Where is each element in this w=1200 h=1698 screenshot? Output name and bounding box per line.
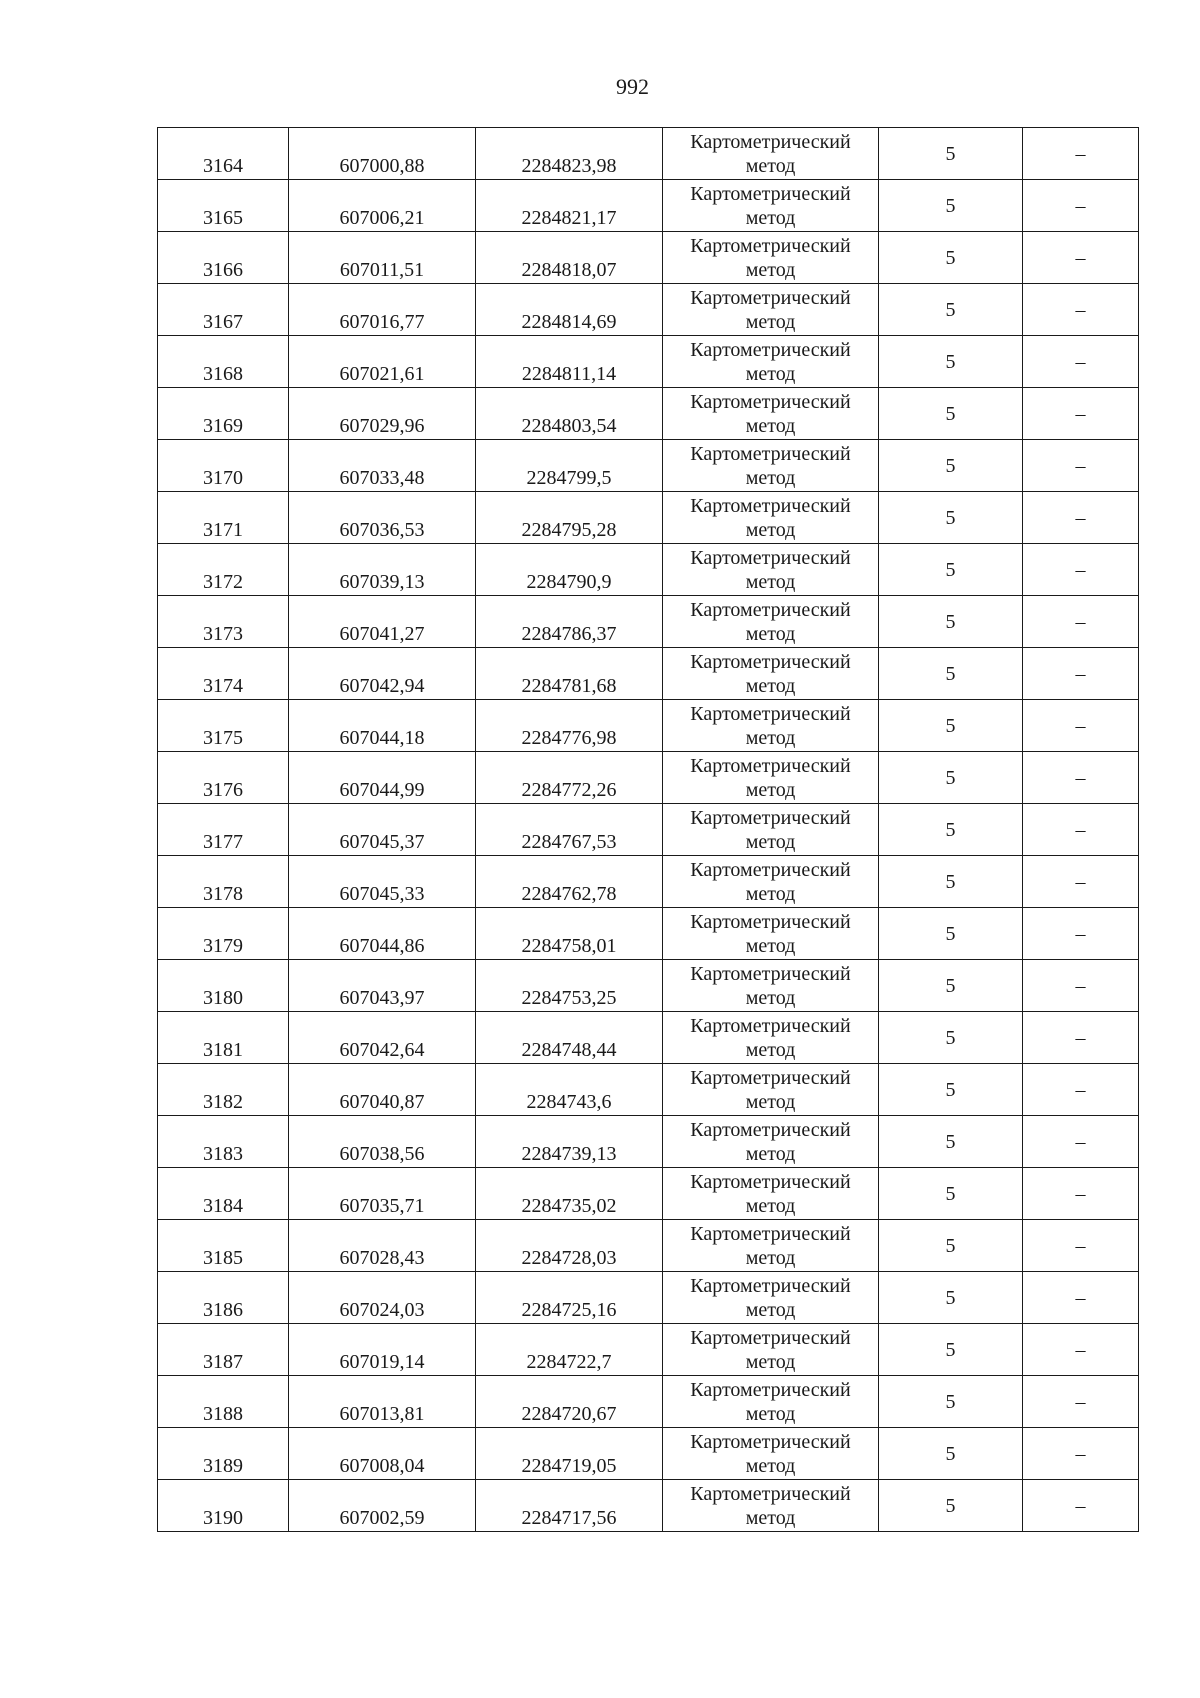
accuracy-cell: 5: [879, 440, 1023, 492]
method-line-1: Картометрический: [690, 1118, 851, 1141]
x-coordinate-cell: 607021,61: [289, 336, 476, 388]
accuracy-cell: 5: [879, 1012, 1023, 1064]
accuracy-cell: 5: [879, 1376, 1023, 1428]
method-cell: [663, 1324, 879, 1376]
accuracy-cell: 5: [879, 544, 1023, 596]
description-cell: –: [1023, 1272, 1139, 1324]
method-line-1: Картометрический: [690, 390, 851, 413]
method-cell: [663, 1428, 879, 1480]
point-number-cell: 3174: [158, 648, 289, 700]
description-cell: –: [1023, 752, 1139, 804]
y-coordinate-cell: 2284823,98: [476, 128, 663, 180]
x-coordinate-cell: 607038,56: [289, 1116, 476, 1168]
table-row: [158, 752, 1139, 804]
point-number-cell: 3166: [158, 232, 289, 284]
x-coordinate-cell: 607042,64: [289, 1012, 476, 1064]
method-line-1: Картометрический: [690, 858, 851, 881]
method-line-2: метод: [745, 882, 796, 905]
table-row: [158, 700, 1139, 752]
method-line-1: Картометрический: [690, 1066, 851, 1089]
x-coordinate-cell: 607042,94: [289, 648, 476, 700]
method-line-1: Картометрический: [690, 442, 851, 465]
description-cell: –: [1023, 180, 1139, 232]
table-row: [158, 492, 1139, 544]
description-cell: –: [1023, 596, 1139, 648]
table-row: [158, 388, 1139, 440]
method-cell: [663, 596, 879, 648]
point-number-cell: 3175: [158, 700, 289, 752]
method-line-2: метод: [745, 726, 796, 749]
x-coordinate-cell: 607045,33: [289, 856, 476, 908]
x-coordinate-cell: 607029,96: [289, 388, 476, 440]
x-coordinate-cell: 607033,48: [289, 440, 476, 492]
x-coordinate-cell: 607040,87: [289, 1064, 476, 1116]
method-line-1: Картометрический: [690, 1222, 851, 1245]
table-row: [158, 1480, 1139, 1532]
method-line-1: Картометрический: [690, 338, 851, 361]
y-coordinate-cell: 2284772,26: [476, 752, 663, 804]
x-coordinate-cell: 607028,43: [289, 1220, 476, 1272]
table-row: [158, 1324, 1139, 1376]
method-line-1: Картометрический: [690, 494, 851, 517]
method-line-2: метод: [745, 1454, 796, 1477]
accuracy-cell: 5: [879, 1168, 1023, 1220]
accuracy-cell: 5: [879, 1480, 1023, 1532]
table-row: [158, 1220, 1139, 1272]
description-cell: –: [1023, 856, 1139, 908]
point-number-cell: 3189: [158, 1428, 289, 1480]
method-cell: [663, 336, 879, 388]
accuracy-cell: 5: [879, 856, 1023, 908]
x-coordinate-cell: 607013,81: [289, 1376, 476, 1428]
method-line-2: метод: [745, 414, 796, 437]
table-row: [158, 232, 1139, 284]
table-row: [158, 1116, 1139, 1168]
method-cell: [663, 1376, 879, 1428]
description-cell: –: [1023, 1168, 1139, 1220]
description-cell: –: [1023, 492, 1139, 544]
y-coordinate-cell: 2284790,9: [476, 544, 663, 596]
y-coordinate-cell: 2284821,17: [476, 180, 663, 232]
x-coordinate-cell: 607011,51: [289, 232, 476, 284]
y-coordinate-cell: 2284814,69: [476, 284, 663, 336]
method-cell: [663, 1012, 879, 1064]
method-line-2: метод: [745, 1298, 796, 1321]
y-coordinate-cell: 2284753,25: [476, 960, 663, 1012]
x-coordinate-cell: 607039,13: [289, 544, 476, 596]
point-number-cell: 3188: [158, 1376, 289, 1428]
point-number-cell: 3168: [158, 336, 289, 388]
accuracy-cell: 5: [879, 1116, 1023, 1168]
description-cell: –: [1023, 804, 1139, 856]
method-line-1: Картометрический: [690, 598, 851, 621]
accuracy-cell: 5: [879, 1220, 1023, 1272]
y-coordinate-cell: 2284719,05: [476, 1428, 663, 1480]
method-cell: [663, 492, 879, 544]
method-line-1: Картометрический: [690, 130, 851, 153]
description-cell: –: [1023, 960, 1139, 1012]
method-line-2: метод: [745, 986, 796, 1009]
method-line-1: Картометрический: [690, 806, 851, 829]
method-line-2: метод: [745, 518, 796, 541]
y-coordinate-cell: 2284720,67: [476, 1376, 663, 1428]
method-line-2: метод: [745, 1350, 796, 1373]
method-cell: [663, 960, 879, 1012]
point-number-cell: 3167: [158, 284, 289, 336]
x-coordinate-cell: 607016,77: [289, 284, 476, 336]
table-row: [158, 908, 1139, 960]
table-row: [158, 648, 1139, 700]
point-number-cell: 3177: [158, 804, 289, 856]
method-line-2: метод: [745, 154, 796, 177]
x-coordinate-cell: 607036,53: [289, 492, 476, 544]
description-cell: –: [1023, 440, 1139, 492]
point-number-cell: 3170: [158, 440, 289, 492]
method-line-1: Картометрический: [690, 962, 851, 985]
point-number-cell: 3171: [158, 492, 289, 544]
method-line-2: метод: [745, 674, 796, 697]
y-coordinate-cell: 2284748,44: [476, 1012, 663, 1064]
x-coordinate-cell: 607019,14: [289, 1324, 476, 1376]
point-number-cell: 3176: [158, 752, 289, 804]
method-cell: [663, 1272, 879, 1324]
method-line-1: Картометрический: [690, 182, 851, 205]
x-coordinate-cell: 607035,71: [289, 1168, 476, 1220]
accuracy-cell: 5: [879, 1324, 1023, 1376]
y-coordinate-cell: 2284799,5: [476, 440, 663, 492]
method-cell: [663, 700, 879, 752]
method-line-1: Картометрический: [690, 1378, 851, 1401]
y-coordinate-cell: 2284795,28: [476, 492, 663, 544]
point-number-cell: 3172: [158, 544, 289, 596]
description-cell: –: [1023, 648, 1139, 700]
method-cell: [663, 1116, 879, 1168]
x-coordinate-cell: 607041,27: [289, 596, 476, 648]
accuracy-cell: 5: [879, 700, 1023, 752]
method-cell: [663, 1064, 879, 1116]
description-cell: –: [1023, 1220, 1139, 1272]
y-coordinate-cell: 2284735,02: [476, 1168, 663, 1220]
y-coordinate-cell: 2284717,56: [476, 1480, 663, 1532]
accuracy-cell: 5: [879, 752, 1023, 804]
method-line-2: метод: [745, 570, 796, 593]
method-line-2: метод: [745, 362, 796, 385]
accuracy-cell: 5: [879, 128, 1023, 180]
method-line-1: Картометрический: [690, 1430, 851, 1453]
table-row: [158, 804, 1139, 856]
method-line-1: Картометрический: [690, 234, 851, 257]
method-line-1: Картометрический: [690, 1014, 851, 1037]
point-number-cell: 3186: [158, 1272, 289, 1324]
method-line-1: Картометрический: [690, 546, 851, 569]
description-cell: –: [1023, 1116, 1139, 1168]
method-cell: [663, 1168, 879, 1220]
table-row: [158, 1272, 1139, 1324]
accuracy-cell: 5: [879, 960, 1023, 1012]
y-coordinate-cell: 2284722,7: [476, 1324, 663, 1376]
x-coordinate-cell: 607044,99: [289, 752, 476, 804]
x-coordinate-cell: 607008,04: [289, 1428, 476, 1480]
table-row: [158, 856, 1139, 908]
point-number-cell: 3184: [158, 1168, 289, 1220]
table-row: [158, 1376, 1139, 1428]
point-number-cell: 3179: [158, 908, 289, 960]
accuracy-cell: 5: [879, 908, 1023, 960]
accuracy-cell: 5: [879, 1428, 1023, 1480]
method-line-1: Картометрический: [690, 650, 851, 673]
description-cell: –: [1023, 908, 1139, 960]
y-coordinate-cell: 2284781,68: [476, 648, 663, 700]
point-number-cell: 3182: [158, 1064, 289, 1116]
point-number-cell: 3190: [158, 1480, 289, 1532]
accuracy-cell: 5: [879, 648, 1023, 700]
description-cell: –: [1023, 336, 1139, 388]
table-row: [158, 1064, 1139, 1116]
method-line-1: Картометрический: [690, 754, 851, 777]
point-number-cell: 3164: [158, 128, 289, 180]
x-coordinate-cell: 607043,97: [289, 960, 476, 1012]
description-cell: –: [1023, 700, 1139, 752]
method-line-2: метод: [745, 258, 796, 281]
method-line-2: метод: [745, 1194, 796, 1217]
page-number: 992: [616, 74, 649, 99]
point-number-cell: 3169: [158, 388, 289, 440]
accuracy-cell: 5: [879, 596, 1023, 648]
description-cell: –: [1023, 1480, 1139, 1532]
point-number-cell: 3173: [158, 596, 289, 648]
table-row: [158, 128, 1139, 180]
description-cell: –: [1023, 388, 1139, 440]
point-number-cell: 3183: [158, 1116, 289, 1168]
table-row: [158, 336, 1139, 388]
table-row: [158, 1428, 1139, 1480]
y-coordinate-cell: 2284811,14: [476, 336, 663, 388]
description-cell: –: [1023, 1428, 1139, 1480]
y-coordinate-cell: 2284776,98: [476, 700, 663, 752]
method-cell: [663, 544, 879, 596]
point-number-cell: 3180: [158, 960, 289, 1012]
y-coordinate-cell: 2284803,54: [476, 388, 663, 440]
x-coordinate-cell: 607000,88: [289, 128, 476, 180]
method-line-2: метод: [745, 1402, 796, 1425]
method-line-2: метод: [745, 1246, 796, 1269]
table-row: [158, 1168, 1139, 1220]
description-cell: –: [1023, 232, 1139, 284]
method-cell: [663, 128, 879, 180]
x-coordinate-cell: 607045,37: [289, 804, 476, 856]
y-coordinate-cell: 2284767,53: [476, 804, 663, 856]
y-coordinate-cell: 2284818,07: [476, 232, 663, 284]
point-number-cell: 3178: [158, 856, 289, 908]
method-line-1: Картометрический: [690, 1274, 851, 1297]
point-number-cell: 3165: [158, 180, 289, 232]
method-line-1: Картометрический: [690, 1482, 851, 1505]
x-coordinate-cell: 607006,21: [289, 180, 476, 232]
x-coordinate-cell: 607044,18: [289, 700, 476, 752]
method-line-2: метод: [745, 1038, 796, 1061]
method-cell: [663, 856, 879, 908]
table-row: [158, 180, 1139, 232]
table-body: [158, 128, 1139, 1532]
description-cell: –: [1023, 1064, 1139, 1116]
method-line-1: Картометрический: [690, 910, 851, 933]
accuracy-cell: 5: [879, 284, 1023, 336]
method-cell: [663, 1220, 879, 1272]
method-line-2: метод: [745, 206, 796, 229]
x-coordinate-cell: 607044,86: [289, 908, 476, 960]
x-coordinate-cell: 607024,03: [289, 1272, 476, 1324]
y-coordinate-cell: 2284725,16: [476, 1272, 663, 1324]
method-line-1: Картометрический: [690, 702, 851, 725]
point-number-cell: 3181: [158, 1012, 289, 1064]
accuracy-cell: 5: [879, 232, 1023, 284]
method-line-2: метод: [745, 1506, 796, 1529]
accuracy-cell: 5: [879, 336, 1023, 388]
description-cell: –: [1023, 1012, 1139, 1064]
method-cell: [663, 440, 879, 492]
method-line-1: Картометрический: [690, 286, 851, 309]
point-number-cell: 3185: [158, 1220, 289, 1272]
method-line-2: метод: [745, 1142, 796, 1165]
table-row: [158, 1012, 1139, 1064]
table-row: [158, 544, 1139, 596]
y-coordinate-cell: 2284786,37: [476, 596, 663, 648]
method-line-2: метод: [745, 934, 796, 957]
method-cell: [663, 648, 879, 700]
method-line-1: Картометрический: [690, 1326, 851, 1349]
accuracy-cell: 5: [879, 1272, 1023, 1324]
y-coordinate-cell: 2284762,78: [476, 856, 663, 908]
method-cell: [663, 180, 879, 232]
method-cell: [663, 752, 879, 804]
y-coordinate-cell: 2284739,13: [476, 1116, 663, 1168]
description-cell: –: [1023, 284, 1139, 336]
method-line-2: метод: [745, 310, 796, 333]
accuracy-cell: 5: [879, 180, 1023, 232]
point-number-cell: 3187: [158, 1324, 289, 1376]
method-line-2: метод: [745, 622, 796, 645]
description-cell: –: [1023, 1324, 1139, 1376]
method-cell: [663, 908, 879, 960]
y-coordinate-cell: 2284758,01: [476, 908, 663, 960]
table-row: [158, 284, 1139, 336]
method-line-1: Картометрический: [690, 1170, 851, 1193]
method-cell: [663, 804, 879, 856]
accuracy-cell: 5: [879, 1064, 1023, 1116]
table-row: [158, 596, 1139, 648]
coordinates-table: [157, 127, 1139, 1532]
x-coordinate-cell: 607002,59: [289, 1480, 476, 1532]
method-cell: [663, 388, 879, 440]
method-line-2: метод: [745, 830, 796, 853]
table-row: [158, 440, 1139, 492]
description-cell: –: [1023, 1376, 1139, 1428]
method-cell: [663, 1480, 879, 1532]
accuracy-cell: 5: [879, 388, 1023, 440]
description-cell: –: [1023, 544, 1139, 596]
y-coordinate-cell: 2284728,03: [476, 1220, 663, 1272]
accuracy-cell: 5: [879, 492, 1023, 544]
accuracy-cell: 5: [879, 804, 1023, 856]
method-cell: [663, 284, 879, 336]
method-cell: [663, 232, 879, 284]
method-line-2: метод: [745, 466, 796, 489]
table-row: [158, 960, 1139, 1012]
description-cell: –: [1023, 128, 1139, 180]
y-coordinate-cell: 2284743,6: [476, 1064, 663, 1116]
method-line-2: метод: [745, 1090, 796, 1113]
method-line-2: метод: [745, 778, 796, 801]
